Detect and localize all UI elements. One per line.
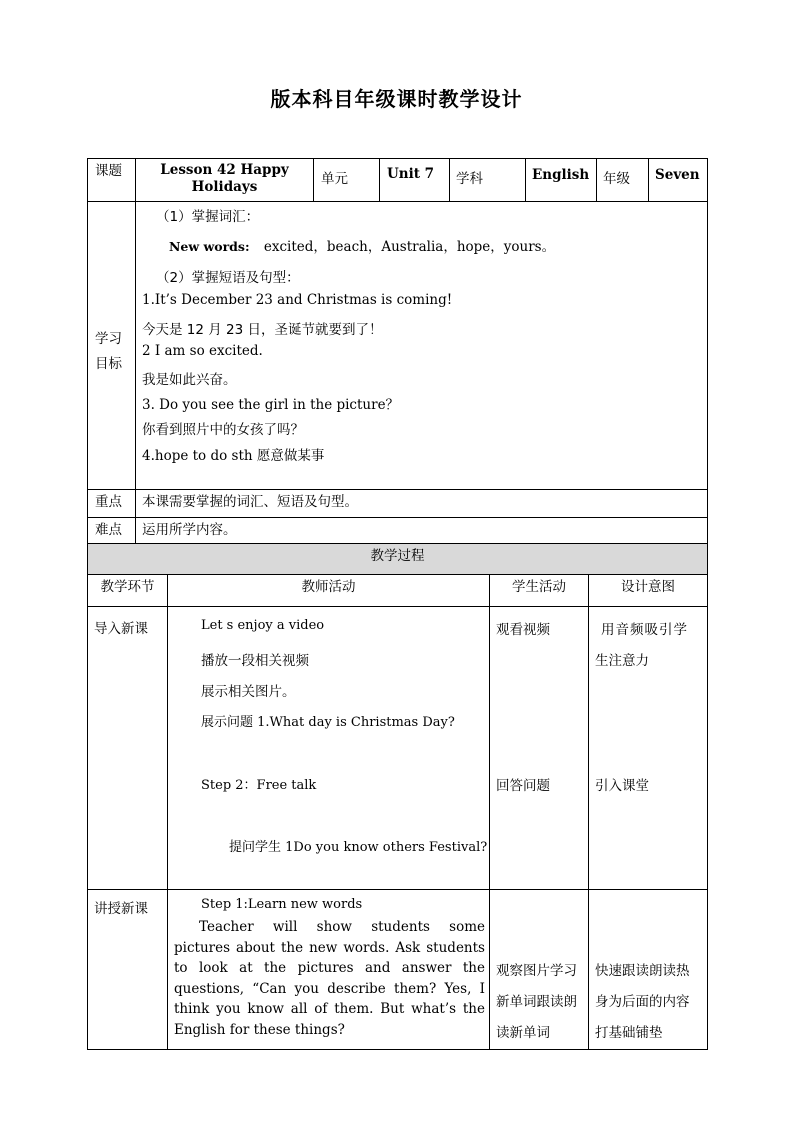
subject-label: 学科 [456,171,483,187]
unit-value-cell [380,159,450,202]
lesson-title-line1: Lesson 42 Happy [160,162,289,178]
row2-teacher-paragraph: Teacher will show students some pictures about the new words. Ask students to look at the pictures and answer the questions, “Can you describe them? Yes, I think you know all of them. But what’s the English for these things? [174,919,485,1038]
row1-teacher-line-2: 播放一段相关视频 [201,653,309,669]
row1-teacher-line-6: 提问学生 1Do you know others Festival? [229,840,488,855]
row1-student-cell [490,607,589,890]
row1-intent-b: 引入课堂 [595,778,649,794]
row2-intent-cell [589,890,708,1050]
header-intent: 设计意图 [621,579,675,595]
difficult-points-label-cell [88,518,136,545]
grade-label-cell [597,159,649,202]
grade-value-cell [649,159,708,202]
subject-label-cell [450,159,526,202]
subject-value-cell [526,159,597,202]
header-stage: 教学环节 [100,579,155,595]
difficult-points-label: 难点 [95,522,122,538]
row2-student-line-2: 新单词跟读朗 [496,994,577,1010]
unit-value: Unit 7 [387,166,435,182]
row2-student-line-1: 观察图片学习 [496,963,577,979]
page-title: 版本科目年级课时教学设计 [270,87,523,111]
new-words-label: New words: [169,239,250,254]
row2-intent-line-3: 打基础铺垫 [595,1025,663,1041]
row1-teacher-line-3: 展示相关图片。 [201,684,296,700]
goals-label-line2: 目标 [95,356,122,372]
goals-label-cell [88,202,136,490]
difficult-points-text-cell [136,518,708,545]
sentence-2-zh: 我是如此兴奋。 [142,372,237,388]
lesson-title-line2: Holidays [191,179,258,195]
row1-teacher-line-1: Let s enjoy a video [201,618,325,633]
lesson-title-cell [136,159,314,202]
header-student: 学生活动 [512,579,566,595]
row1-student-a: 观看视频 [496,622,550,638]
key-points-label-cell [88,490,136,518]
unit-label-cell [314,159,380,202]
header-teacher-cell [168,575,490,607]
row2-student-cell [490,890,589,1050]
row1-intent-a1: 用音频吸引学 [601,622,688,638]
row1-teacher-cell [168,607,490,890]
sentence-1-en: 1.It’s December 23 and Christmas is coming! [142,292,453,308]
row1-stage: 导入新课 [94,621,148,637]
unit-label: 单元 [321,171,348,187]
goal-vocab-heading: （1）掌握词汇： [156,209,260,225]
row1-stage-cell [88,607,168,890]
topic-label: 课题 [95,163,122,179]
grade-value: Seven [655,167,700,183]
subject-value: English [532,167,590,183]
row2-intent-line-1: 快速跟读朗读热 [595,963,690,979]
process-title-cell [88,544,708,575]
key-points-label: 重点 [95,494,122,510]
sentence-1-zh: 今天是 12 月 23 日，圣诞节就要到了！ [142,322,383,338]
process-title: 教学过程 [370,548,425,564]
sentence-3-zh: 你看到照片中的女孩了吗？ [142,422,304,438]
row1-teacher-line-5: Step 2：Free talk [201,778,317,793]
sentence-2-en: 2 I am so excited. [142,343,263,359]
row2-teacher-step: Step 1:Learn new words [201,897,363,912]
row2-teacher-cell [168,890,490,1050]
grade-label: 年级 [603,171,630,187]
header-stage-cell [88,575,168,607]
row1-teacher-line-4: 展示问题 1.What day is Christmas Day? [201,715,455,730]
row2-intent-line-2: 身为后面的内容 [595,994,690,1010]
goals-label-line1: 学习 [95,331,122,347]
teaching-process-table [87,543,708,1050]
row2-stage: 讲授新课 [94,901,148,917]
goal-phrases-heading: （2）掌握短语及句型： [156,270,300,286]
row1-student-b: 回答问题 [496,778,550,794]
row1-intent-a2: 生注意力 [595,653,649,669]
header-student-cell [490,575,589,607]
header-intent-cell [589,575,708,607]
goals-content-cell [136,202,708,490]
sentence-3-en: 3. Do you see the girl in the picture？ [142,397,400,413]
lesson-info-table [87,158,708,545]
new-words-list: excited，beach，Australia，hope，yours。 [263,239,556,255]
sentence-4: 4.hope to do sth 愿意做某事 [142,448,325,464]
row2-stage-cell [88,890,168,1050]
key-points-text-cell [136,490,708,518]
row1-intent-cell [589,607,708,890]
row2-student-line-3: 读新单词 [496,1025,550,1041]
key-points-text: 本课需要掌握的词汇、短语及句型。 [142,494,358,510]
difficult-points-text: 运用所学内容。 [142,522,237,538]
topic-label-cell [88,159,136,202]
header-teacher: 教师活动 [301,579,356,595]
